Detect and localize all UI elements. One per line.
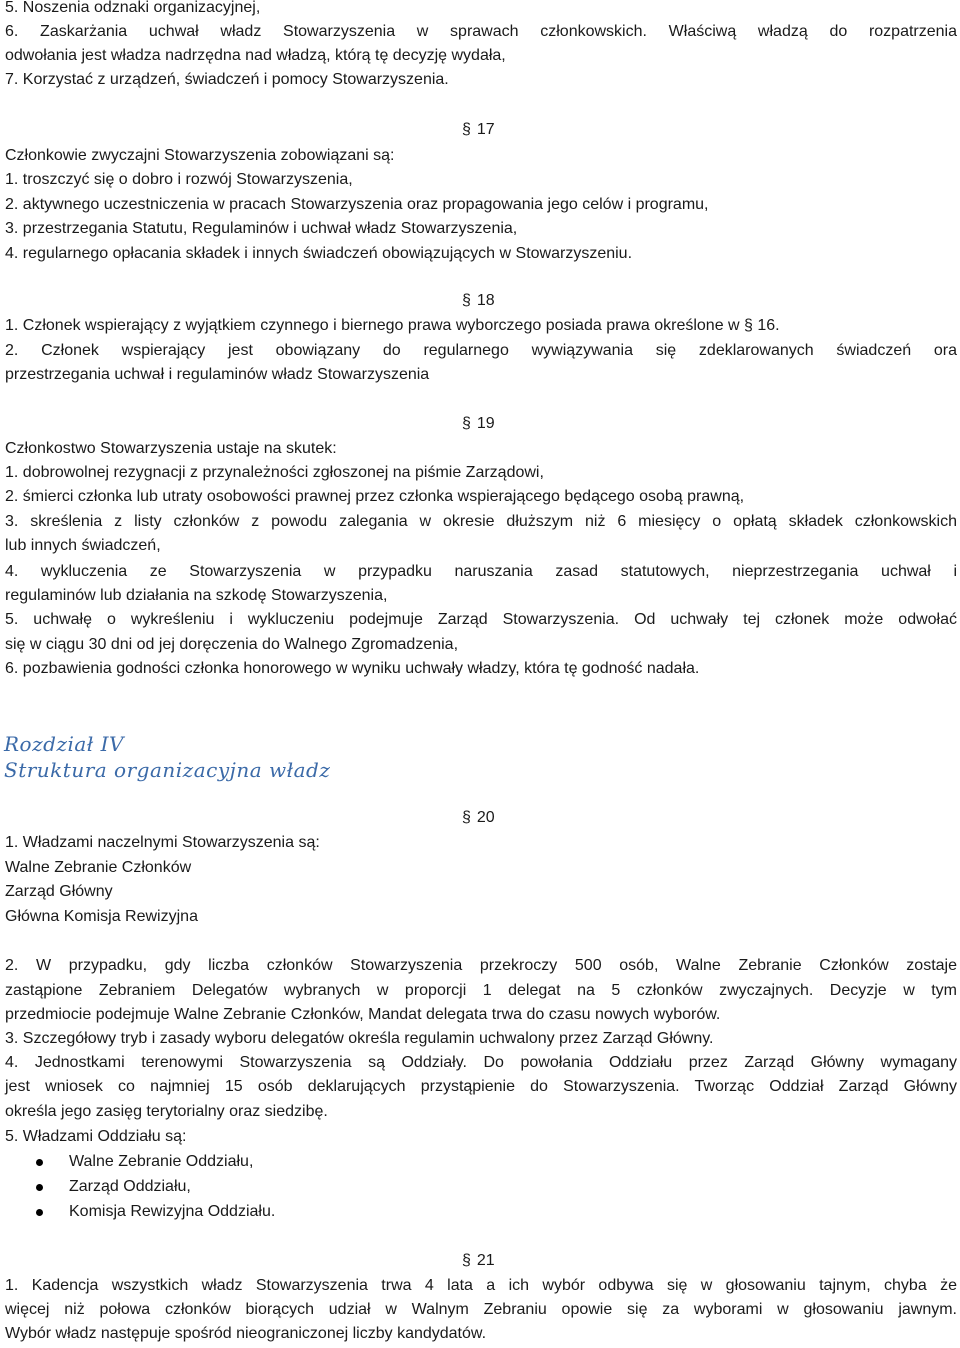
list-item: 2. W przypadku, gdy liczba członków Stowarzyszenia przekroczy 500 osób, Walne Zebranie Członków zostaje [5,957,957,974]
list-item: 1. dobrowolnej rezygnacji z przynależności zgłoszonej na piśmie Zarządowi, [5,464,544,481]
list-item: 5. uchwałę o wykreśleniu i wykluczeniu podejmuje Zarząd Stowarzyszenia. Od uchwały tej członek może odwołać [5,611,957,628]
list-item: 2. aktywnego uczestniczenia w pracach Stowarzyszenia oraz propagowania jego celów i programu, [5,196,709,213]
section-symbol: § [461,1251,472,1270]
section-symbol: § [461,414,472,433]
section-heading-17 [462,119,495,141]
section-symbol: § [461,120,472,139]
authority-name: Zarząd Główny [5,883,113,900]
list-item: 3. przestrzegania Statutu, Regulaminów i uchwał władz Stowarzyszenia, [5,220,518,237]
section-heading-19 [462,413,495,435]
list-item: 1. Członek wspierający z wyjątkiem czynnego i biernego prawa wyborczego posiada prawa określone w § 16. [5,317,780,334]
list-item: 5. Władzami Oddziału są: [5,1128,187,1145]
chapter-title: Rozdział IV [4,732,124,756]
bullet-icon [36,1184,43,1191]
list-item: 4. regularnego opłacania składek i innych świadczeń obowiązujących w Stowarzyszeniu. [5,245,633,262]
list-item: 1. Władzami naczelnymi Stowarzyszenia są: [5,834,320,851]
list-item: 1. Kadencja wszystkich władz Stowarzyszenia trwa 4 lata a ich wybór odbywa się w głosowaniu tajnym, chyba że [5,1277,957,1294]
list-item: 6. Zaskarżania uchwał władz Stowarzyszenia w sprawach członkowskich. Właściwą władzą do rozpatrzenia [5,23,957,40]
section-number: 17 [476,121,495,138]
list-item-continuation: się w ciągu 30 dni od jej doręczenia do Walnego Zgromadzenia, [5,636,459,653]
list-item-continuation: lub innych świadczeń, [5,537,161,554]
list-item-continuation: zastąpione Zebraniem Delegatów wybranych w proporcji 1 delegat na 5 członków zwyczajnych. Decyzje w tym [5,982,957,999]
list-item: 1. troszczyć się o dobro i rozwój Stowarzyszenia, [5,171,353,188]
list-item-continuation: więcej niż połowa członków biorących udział w Walnym Zebraniu opowie się za wyborami w głosowaniu jawnym. [5,1301,957,1318]
list-item: 7. Korzystać z urządzeń, świadczeń i pomocy Stowarzyszenia. [5,71,449,88]
bullet-icon [36,1159,43,1166]
section-number: 19 [476,415,495,432]
list-item-continuation: odwołania jest władza nadrzędna nad władzą, którą tę decyzję wydała, [5,47,506,64]
list-item: 3. skreślenia z listy członków z powodu zalegania w okresie dłuższym niż 6 miesięcy o opłatą składek członkowskich [5,513,957,530]
section-intro: Członkostwo Stowarzyszenia ustaje na skutek: [5,440,337,457]
list-item-continuation: regulaminów lub działania na szkodę Stowarzyszenia, [5,587,388,604]
section-number: 18 [476,292,495,309]
section-number: 21 [476,1252,495,1269]
section-heading-18 [462,290,495,312]
bullet-item: Komisja Rewizyjna Oddziału. [69,1203,276,1220]
bullet-item: Walne Zebranie Oddziału, [69,1153,254,1170]
section-heading-20 [462,807,495,829]
list-item-continuation: jest wniosek co najmniej 15 osób deklarujących przystąpienie do Stowarzyszenia. Tworząc Oddział Zarząd Główny [5,1078,957,1095]
list-item-continuation: określa jego zasięg terytorialny oraz siedzibę. [5,1103,328,1120]
list-item: 2. Członek wspierający jest obowiązany do regularnego wywiązywania się zdeklarowanych świadczeń ora [5,342,957,359]
section-number: 20 [476,809,495,826]
authority-name: Główna Komisja Rewizyjna [5,908,198,925]
section-intro: Członkowie zwyczajni Stowarzyszenia zobowiązani są: [5,147,395,164]
list-item-continuation: przestrzegania uchwał i regulaminów władz Stowarzyszenia [5,366,430,383]
list-item-continuation: przedmiocie podejmuje Walne Zebranie Członków, Mandat delegata trwa do czasu nowych wyborów. [5,1006,721,1023]
section-symbol: § [461,808,472,827]
section-symbol: § [461,291,472,310]
list-item: 2. śmierci członka lub utraty osobowości prawnej przez członka wspierającego będącego osobą prawną, [5,488,745,505]
section-heading-21 [462,1250,495,1272]
list-item: 6. pozbawienia godności członka honorowego w wyniku uchwały władzy, która tę godność nadała. [5,660,700,677]
chapter-subtitle: Struktura organizacyjna władz [4,758,331,782]
list-item: 5. Noszenia odznaki organizacyjnej, [5,0,261,16]
list-item-continuation: Wybór władz następuje spośród nieograniczonej liczby kandydatów. [5,1325,487,1342]
bullet-icon [36,1209,43,1216]
bullet-item: Zarząd Oddziału, [69,1178,191,1195]
list-item: 3. Szczegółowy tryb i zasady wyboru delegatów określa regulamin uchwalony przez Zarząd Główny. [5,1030,714,1047]
list-item: 4. Jednostkami terenowymi Stowarzyszenia są Oddziały. Do powołania Oddziału przez Zarząd Główny wymagany [5,1054,957,1071]
list-item: 4. wykluczenia ze Stowarzyszenia w przypadku naruszania zasad statutowych, nieprzestrzegania uchwał i [5,563,957,580]
authority-name: Walne Zebranie Członków [5,859,192,876]
